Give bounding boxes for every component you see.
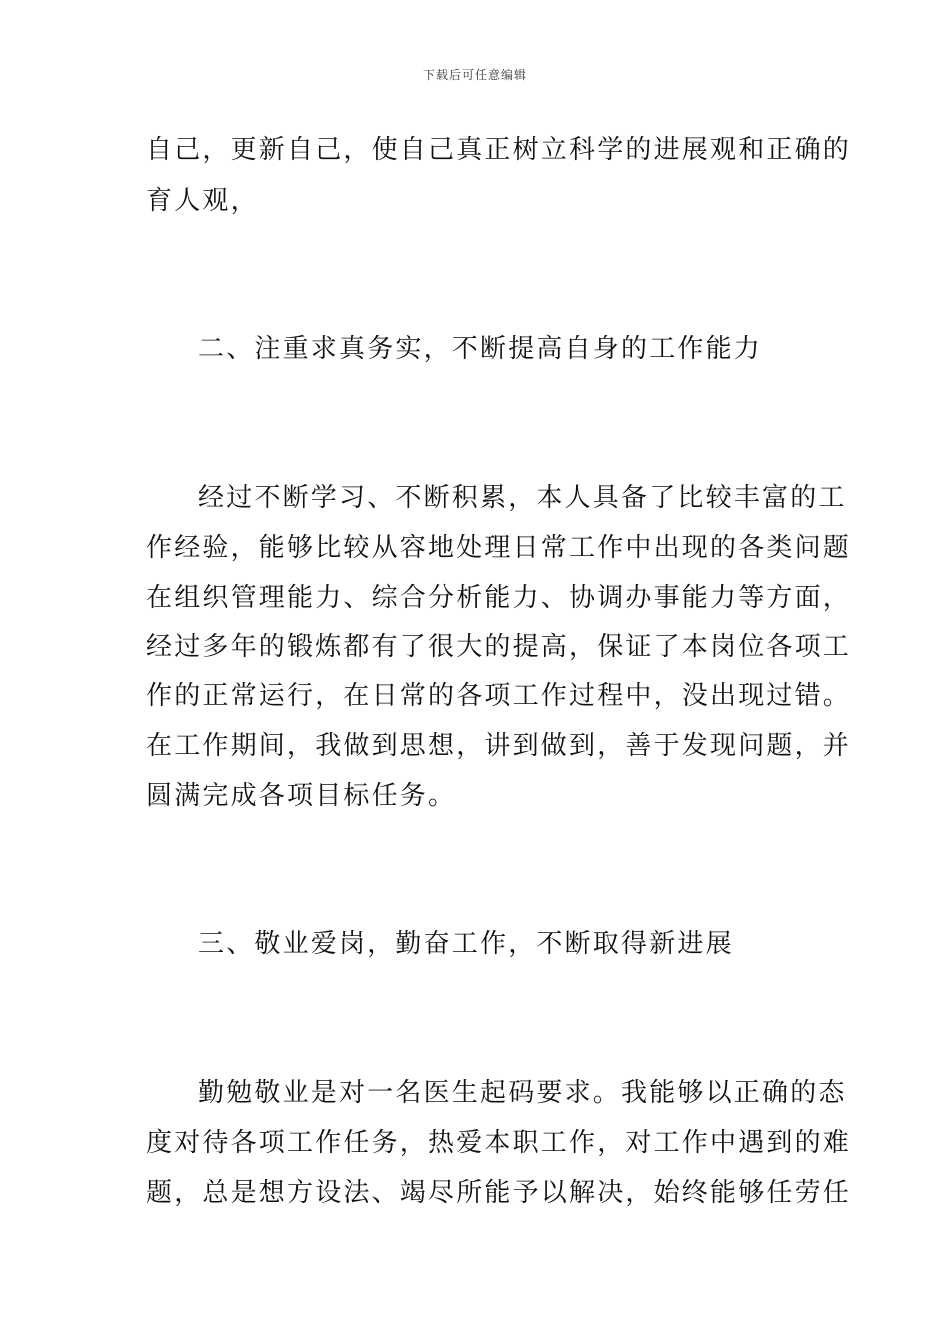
paragraph-3-line-5: 作的正常运行，在日常的各项工作过程中，没出现过错。 bbox=[146, 681, 852, 711]
section-heading-3: 三、敬业爱岗，勤奋工作，不断取得新进展 bbox=[198, 929, 734, 959]
paragraph-3-line-3: 在组织管理能力、综合分析能力、协调办事能力等方面， bbox=[146, 583, 852, 613]
paragraph-3-line-1: 经过不断学习、不断积累，本人具备了比较丰富的工 bbox=[198, 483, 847, 513]
paragraph-5-line-3: 题，总是想方设法、竭尽所能予以解决，始终能够任劳任 bbox=[146, 1178, 852, 1208]
paragraph-3-line-7: 圆满完成各项目标任务。 bbox=[146, 781, 457, 811]
paragraph-3-line-4: 经过多年的锻炼都有了很大的提高，保证了本岗位各项工 bbox=[146, 632, 852, 662]
paragraph-1-line-1: 自己，更新自己，使自己真正树立科学的进展观和正确的 bbox=[146, 135, 852, 165]
paragraph-3-line-6: 在工作期间，我做到思想，讲到做到，善于发现问题，并 bbox=[146, 731, 852, 761]
paragraph-3-line-2: 作经验，能够比较从容地处理日常工作中出现的各类问题 bbox=[146, 533, 852, 563]
paragraph-5-line-1: 勤勉敬业是对一名医生起码要求。我能够以正确的态 bbox=[198, 1078, 847, 1108]
page-header: 下载后可任意编辑 bbox=[422, 68, 527, 82]
paragraph-1-line-2: 育人观， bbox=[146, 186, 259, 216]
paragraph-5-line-2: 度对待各项工作任务，热爱本职工作，对工作中遇到的难 bbox=[146, 1128, 852, 1158]
section-heading-2: 二、注重求真务实，不断提高自身的工作能力 bbox=[198, 334, 763, 364]
